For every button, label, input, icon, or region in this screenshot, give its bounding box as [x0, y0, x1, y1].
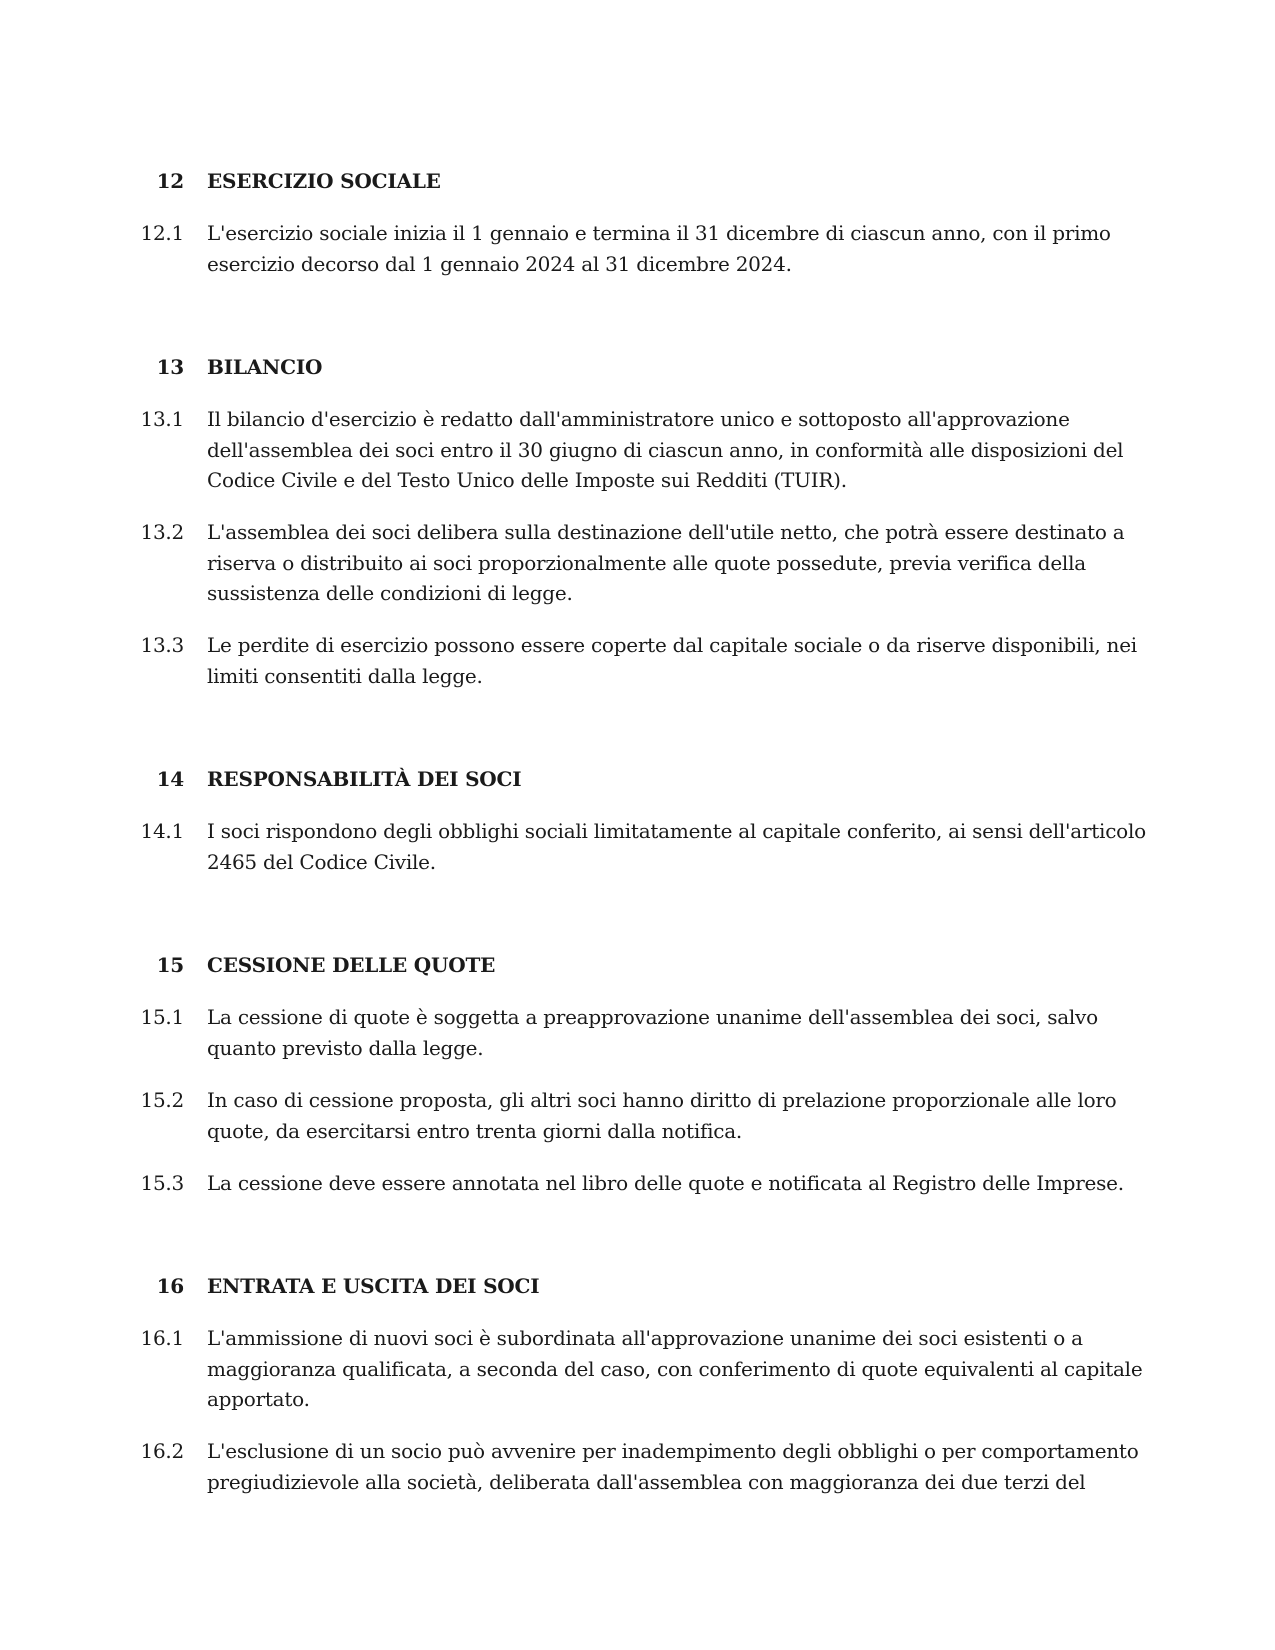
clause-line: L'assemblea dei soci delibera sulla destinazione dell'utile netto, che potrà essere destinato a [207, 520, 1125, 544]
clause-text [207, 816, 1146, 877]
clause-line: 2465 del Codice Civile. [207, 849, 436, 874]
clause-line: Codice Civile e del Testo Unico delle Imposte sui Redditi (TUIR). [207, 468, 847, 492]
clause-line: riserva o distribuito ai soci proporzionalmente alle quote possedute, previa verifica della [207, 550, 1086, 575]
section-number: 16 [156, 1274, 184, 1298]
clause-line: L'esercizio sociale inizia il 1 gennaio e termina il 31 dicembre di ciascun anno, con il primo [207, 221, 1111, 245]
clause-text [207, 218, 1137, 279]
clause-number: 16.2 [140, 1439, 184, 1463]
clause-text [207, 1002, 1137, 1063]
section-title: BILANCIO [207, 355, 323, 379]
section-title: RESPONSABILITÀ DEI SOCI [207, 767, 522, 791]
clause-line: pregiudizievole alla società, deliberata dall'assemblea con maggioranza dei due terzi del [207, 1469, 1086, 1494]
clause-text [207, 1436, 1137, 1497]
clause-line: Il bilancio d'esercizio è redatto dall'amministratore unico e sottoposto all'approvazione [207, 407, 1070, 431]
clause-line: quanto previsto dalla legge. [207, 1035, 484, 1060]
clause-number: 13.1 [140, 407, 184, 431]
section-number: 13 [156, 355, 184, 379]
clause-text [207, 517, 1137, 609]
clause-number: 15.2 [140, 1088, 184, 1112]
clause-line: Le perdite di esercizio possono essere coperte dal capitale sociale o da riserve disponibili, nei [207, 633, 1137, 657]
clause-number: 13.3 [140, 633, 184, 657]
clause-text [207, 1323, 1143, 1415]
clause-number: 12.1 [140, 221, 184, 245]
clause-text [207, 1168, 1137, 1199]
clause-line: limiti consentiti dalla legge. [207, 663, 483, 688]
section-title: ENTRATA E USCITA DEI SOCI [207, 1274, 540, 1298]
clause-number: 15.1 [140, 1005, 184, 1029]
clause-number: 14.1 [140, 819, 184, 843]
section-number: 12 [156, 169, 184, 193]
clause-line: apportato. [207, 1387, 310, 1411]
clause-line: quote, da esercitarsi entro trenta giorni dalla notifica. [207, 1118, 742, 1143]
clause-line: La cessione di quote è soggetta a preapprovazione unanime dell'assemblea dei soci, salvo [207, 1005, 1098, 1029]
clause-line: esercizio decorso dal 1 gennaio 2024 al 31 dicembre 2024. [207, 251, 792, 276]
section-number: 15 [156, 953, 184, 977]
clause-line: L'esclusione di un socio può avvenire per inadempimento degli obblighi o per comportamento [207, 1439, 1139, 1463]
clause-line: maggioranza qualificata, a seconda del caso, con conferimento di quote equivalenti al capitale [207, 1356, 1143, 1381]
clause-number: 13.2 [140, 520, 184, 544]
clause-line: La cessione deve essere annotata nel libro delle quote e notificata al Registro delle Imprese. [207, 1171, 1124, 1195]
clause-text [207, 1085, 1137, 1146]
clause-line: I soci rispondono degli obblighi sociali limitatamente al capitale conferito, ai sensi dell'articolo [207, 819, 1146, 843]
clause-line: sussistenza delle condizioni di legge. [207, 581, 573, 605]
section-number: 14 [156, 767, 184, 791]
clause-line: L'ammissione di nuovi soci è subordinata all'approvazione unanime dei soci esistenti o a [207, 1326, 1083, 1350]
clause-number: 16.1 [140, 1326, 184, 1350]
clause-line: dell'assemblea dei soci entro il 30 giugno di ciascun anno, in conformità alle disposizioni del [207, 437, 1124, 462]
section-title: ESERCIZIO SOCIALE [207, 169, 441, 193]
clause-number: 15.3 [140, 1171, 184, 1195]
clause-text [207, 404, 1137, 496]
clause-line: In caso di cessione proposta, gli altri soci hanno diritto di prelazione proporzionale alle loro [207, 1088, 1117, 1112]
clause-text [207, 630, 1137, 691]
section-title: CESSIONE DELLE QUOTE [207, 953, 496, 977]
